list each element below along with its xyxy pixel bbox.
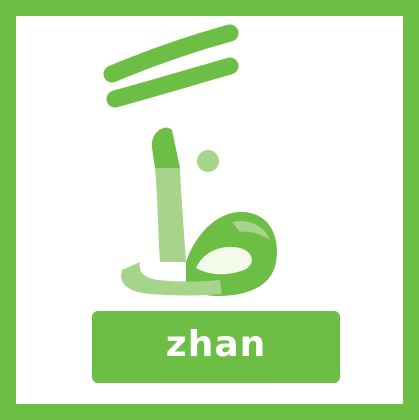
pronunciation-label [92, 311, 340, 383]
upper-stem [152, 128, 180, 171]
lower-stem [155, 168, 186, 262]
label-text: zhan [165, 324, 267, 365]
dot-mark [197, 150, 219, 172]
double-stroke-mark-icon [112, 33, 230, 99]
